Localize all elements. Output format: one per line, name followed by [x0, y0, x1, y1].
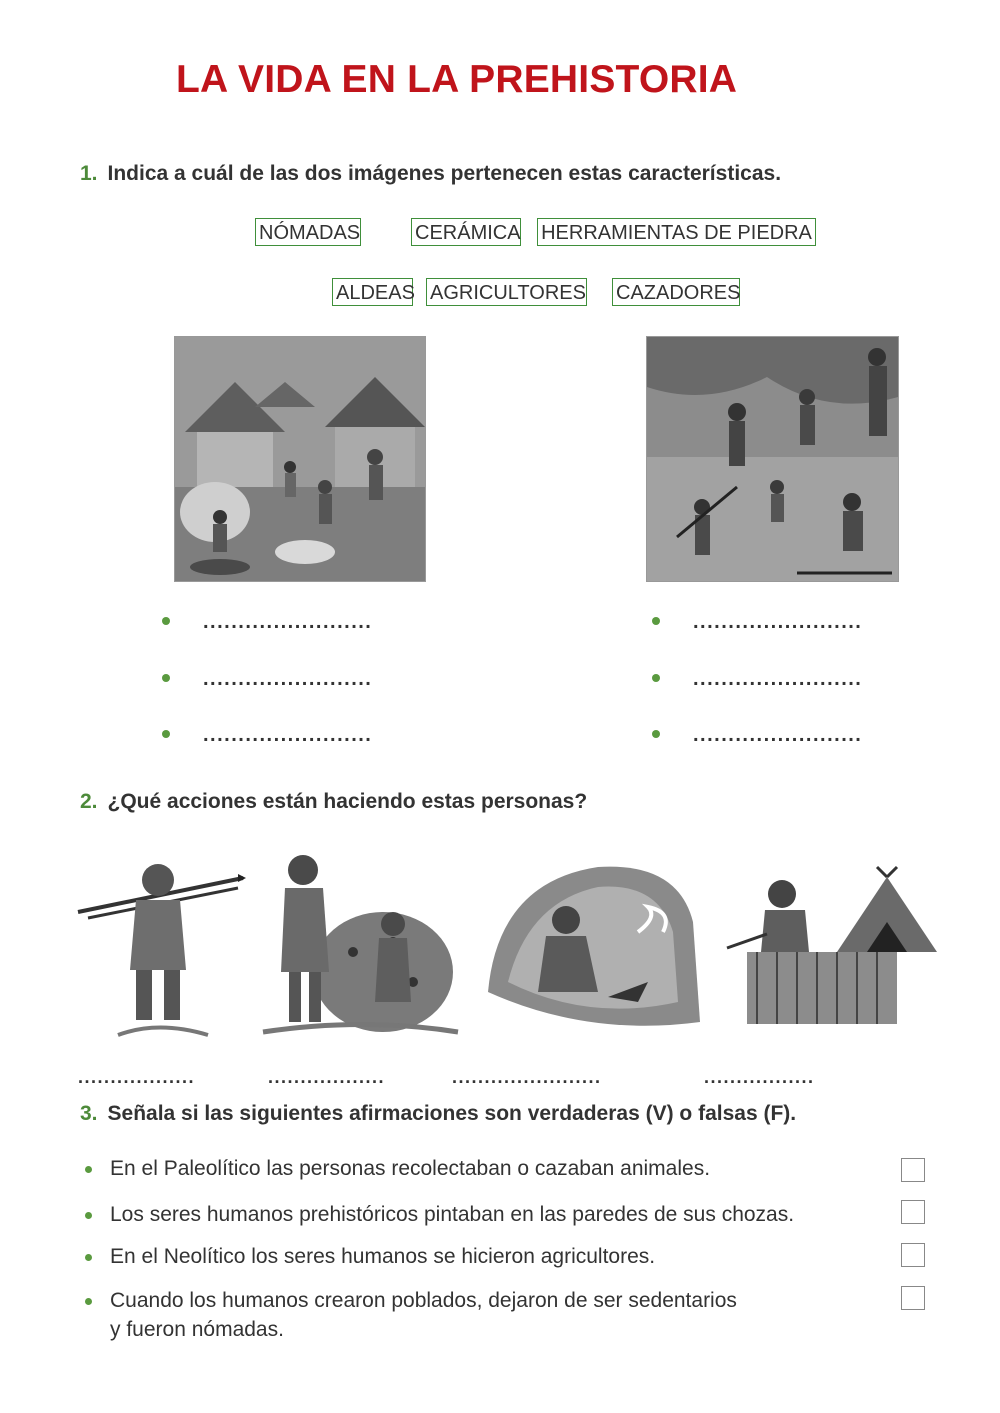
answer-blank-right-3[interactable]: ........................	[693, 724, 863, 746]
bullet	[162, 617, 170, 625]
bullet	[162, 730, 170, 738]
answer-blank-left-2[interactable]: ........................	[203, 668, 373, 690]
page-title: LA VIDA EN LA PREHISTORIA	[176, 58, 738, 101]
answer-blank-left-1[interactable]: ........................	[203, 611, 373, 633]
true-false-checkbox-1[interactable]	[901, 1158, 925, 1182]
hunter-illustration	[78, 860, 243, 1040]
statement-4-line-1: Cuando los humanos crearon poblados, dejaron de ser sedentarios	[110, 1289, 737, 1312]
chip-herramientas-de-piedra[interactable]: HERRAMIENTAS DE PIEDRA	[537, 218, 816, 246]
question-number: 2.	[80, 790, 98, 813]
chip-nomadas[interactable]: NÓMADAS	[255, 218, 361, 246]
true-false-checkbox-4[interactable]	[901, 1286, 925, 1310]
action-blank-1[interactable]: ..................	[78, 1067, 196, 1087]
question-text: ¿Qué acciones están haciendo estas personas?	[107, 790, 588, 813]
farmer-illustration	[727, 872, 949, 1034]
question-3-heading	[80, 1102, 796, 1126]
question-text: Señala si las siguientes afirmaciones son verdaderas (V) o falsas (F).	[107, 1102, 797, 1125]
true-false-checkbox-2[interactable]	[901, 1200, 925, 1224]
true-false-checkbox-3[interactable]	[901, 1243, 925, 1267]
bullet	[652, 730, 660, 738]
bullet	[85, 1212, 92, 1219]
action-blank-3[interactable]: .......................	[452, 1067, 602, 1087]
village-drawing	[175, 337, 425, 581]
neolithic-village-illustration	[174, 336, 426, 582]
gatherers-illustration	[263, 852, 458, 1042]
paleolithic-camp-illustration	[646, 336, 899, 582]
bullet	[85, 1166, 92, 1173]
answer-blank-right-1[interactable]: ........................	[693, 611, 863, 633]
camp-drawing	[647, 337, 898, 581]
statement-4-line-2: y fueron nómadas.	[110, 1318, 284, 1341]
statement-1: En el Paleolítico las personas recolectaban o cazaban animales.	[110, 1157, 711, 1180]
bullet	[652, 617, 660, 625]
fire-maker-illustration	[488, 862, 700, 1032]
action-blank-4[interactable]: .................	[704, 1067, 815, 1087]
action-blank-2[interactable]: ..................	[268, 1067, 386, 1087]
question-1-heading	[80, 162, 781, 186]
statement-3: En el Neolítico los seres humanos se hicieron agricultores.	[110, 1245, 656, 1268]
bullet	[652, 674, 660, 682]
answer-blank-left-3[interactable]: ........................	[203, 724, 373, 746]
question-2-heading	[80, 790, 587, 814]
question-number: 3.	[80, 1102, 98, 1125]
chip-ceramica[interactable]: CERÁMICA	[411, 218, 521, 246]
chip-cazadores[interactable]: CAZADORES	[612, 278, 740, 306]
bullet	[162, 674, 170, 682]
chip-aldeas[interactable]: ALDEAS	[332, 278, 413, 306]
question-text: Indica a cuál de las dos imágenes pertenecen estas características.	[107, 162, 782, 185]
statement-2: Los seres humanos prehistóricos pintaban en las paredes de sus chozas.	[110, 1203, 795, 1226]
question-number: 1.	[80, 162, 98, 185]
answer-blank-right-2[interactable]: ........................	[693, 668, 863, 690]
bullet	[85, 1298, 92, 1305]
chip-agricultores[interactable]: AGRICULTORES	[426, 278, 587, 306]
bullet	[85, 1254, 92, 1261]
